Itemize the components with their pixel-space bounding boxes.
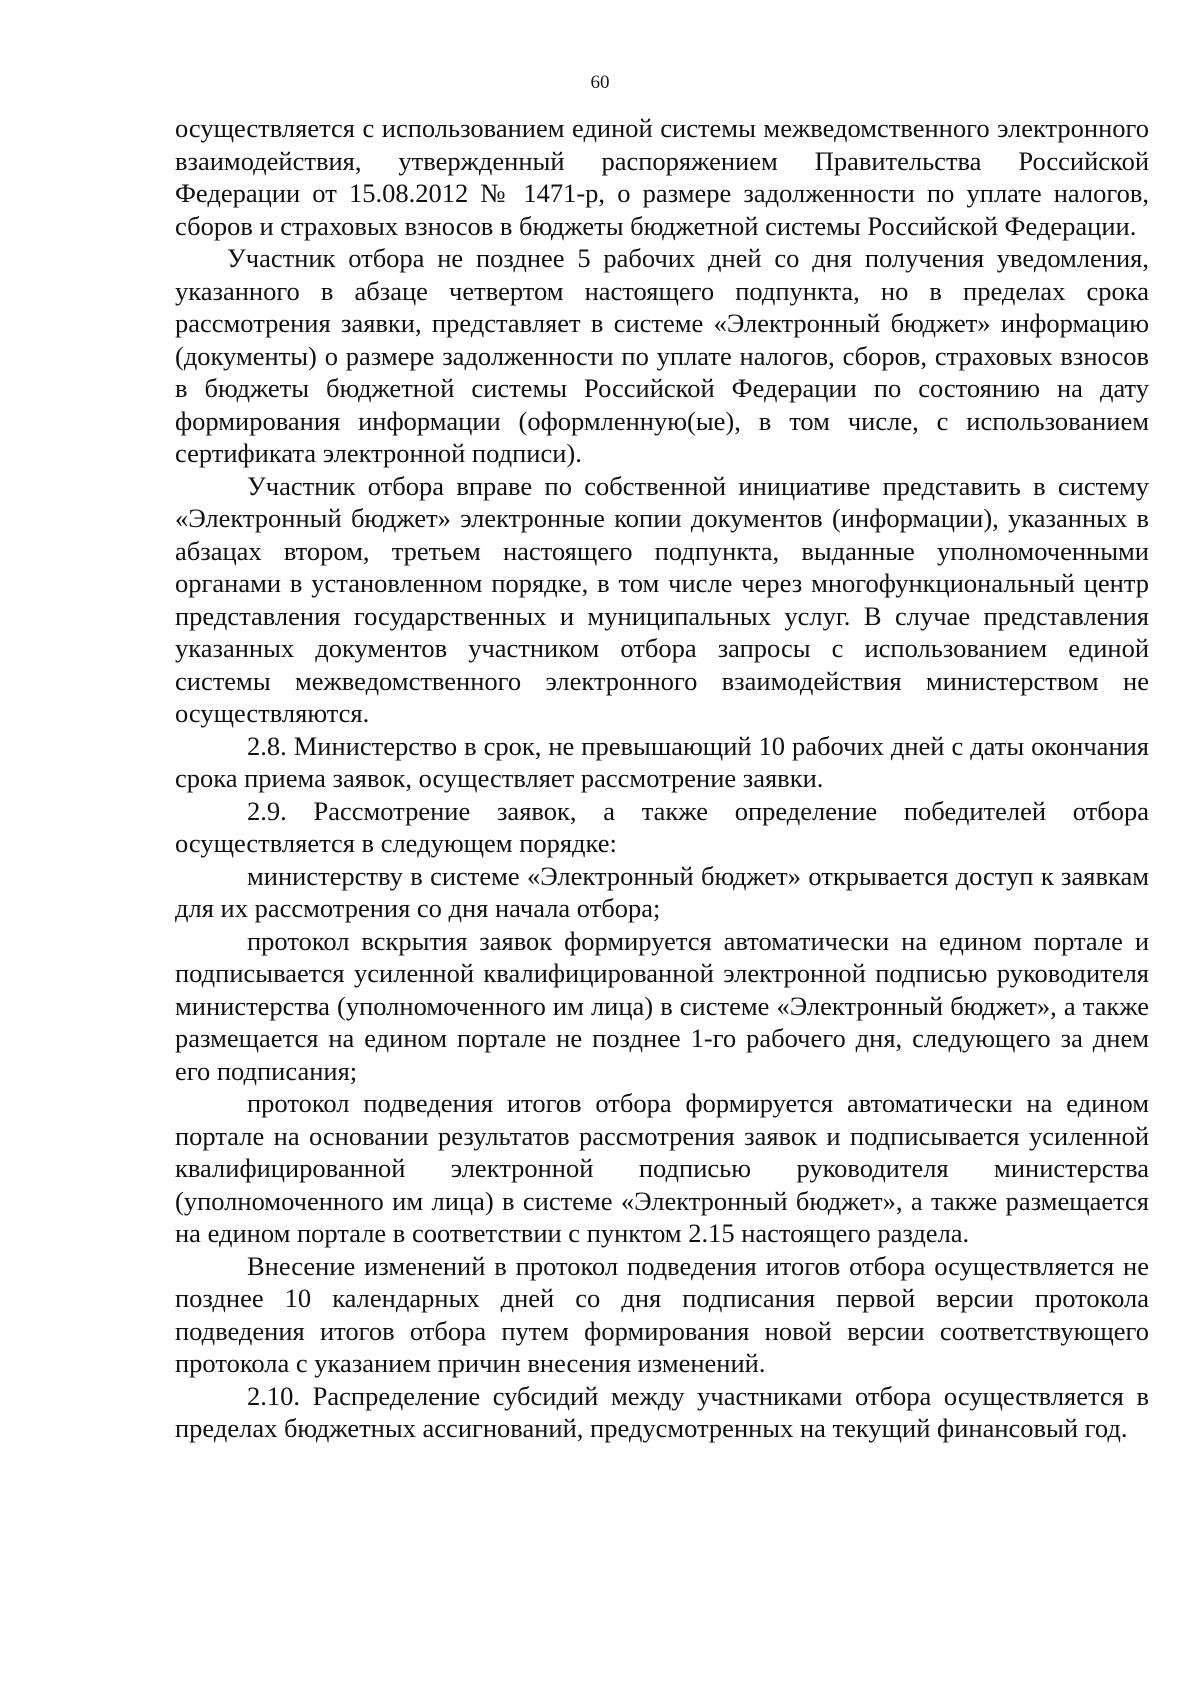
paragraph: министерству в системе «Электронный бюджет» открывается доступ к заявкам для их рассмотрения со дня начала отбора; bbox=[175, 860, 1149, 923]
paragraph: Внесение изменений в протокол подведения итогов отбора осуществляется не позднее 10 календарных дней со дня подписания первой версии протокола подведения итогов отбора путем формирования новой версии соответствующего протокола с указанием причин внесения изменений. bbox=[175, 1250, 1149, 1378]
paragraph: Участник отбора не позднее 5 рабочих дней со дня получения уведомления, указанного в абзаце четвертом настоящего подпункта, но в пределах срока рассмотрения заявки, представляет в системе «Электронный бюджет» информацию (документы) о размере задолженности по уплате налогов, сборов, страховых взносов в бюджеты бюджетной системы Российской Федерации по состоянию на дату формирования информации (оформленную(ые), в том числе, с использованием сертификата электронной подписи). bbox=[175, 243, 1149, 468]
document-body bbox=[175, 112, 1149, 1445]
paragraph: 2.8. Министерство в срок, не превышающий 10 рабочих дней с даты окончания срока приема заявок, осуществляет рассмотрение заявки. bbox=[175, 730, 1149, 793]
page-number: 60 bbox=[590, 72, 610, 93]
paragraph: протокол вскрытия заявок формируется автоматически на едином портале и подписывается усиленной квалифицированной электронной подписью руководителя министерства (уполномоченного им лица) в системе «Электронный бюджет», а также размещается на едином портале не позднее 1-го рабочего дня, следующего за днем его подписания; bbox=[175, 925, 1149, 1086]
paragraph: 2.10. Распределение субсидий между участниками отбора осуществляется в пределах бюджетных ассигнований, предусмотренных на текущий финансовый год. bbox=[175, 1380, 1149, 1443]
paragraph: осуществляется с использованием единой системы межведомственного электронного взаимодействия, утвержденный распоряжением Правительства Российской Федерации от 15.08.2012 № 1471-р, о размере задолженности по уплате налогов, сборов и страховых взносов в бюджеты бюджетной системы Российской Федерации. bbox=[175, 113, 1149, 241]
paragraph: протокол подведения итогов отбора формируется автоматически на едином портале на основании результатов рассмотрения заявок и подписывается усиленной квалифицированной электронной подписью руководителя министерства (уполномоченного им лица) в системе «Электронный бюджет», а также размещается на едином портале в соответствии с пунктом 2.15 настоящего раздела. bbox=[175, 1088, 1149, 1248]
paragraph: 2.9. Рассмотрение заявок, а также определение победителей отбора осуществляется в следующем порядке: bbox=[175, 795, 1149, 858]
paragraph: Участник отбора вправе по собственной инициативе представить в систему «Электронный бюджет» электронные копии документов (информации), указанных в абзацах втором, третьем настоящего подпункта, выданные уполномоченными органами в установленном порядке, в том числе через многофункциональный центр представления государственных и муниципальных услуг. В случае представления указанных документов участником отбора запросы с использованием единой системы межведомственного электронного взаимодействия министерством не осуществляются. bbox=[175, 470, 1149, 728]
